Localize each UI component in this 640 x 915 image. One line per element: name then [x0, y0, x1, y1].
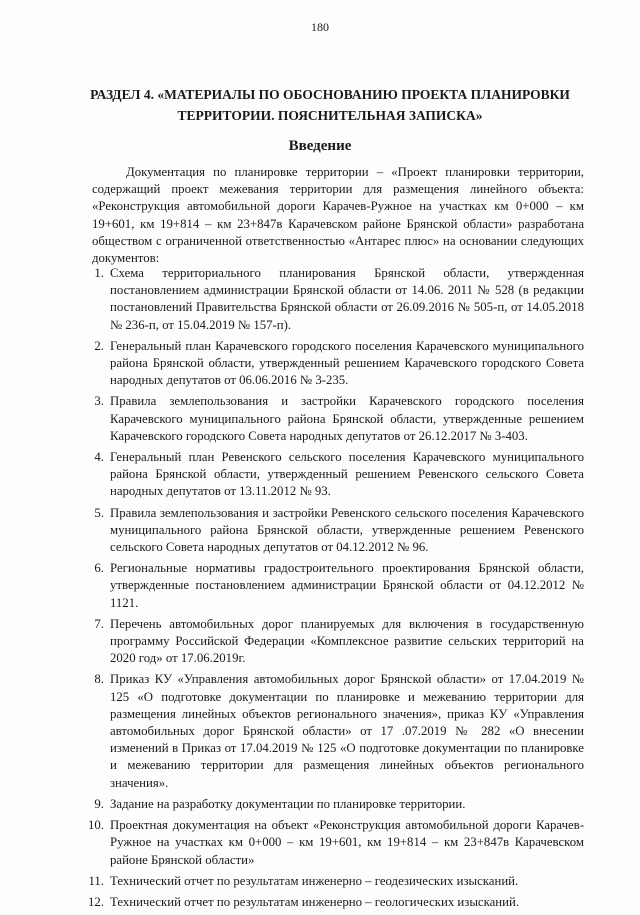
list-item-text: Технический отчет по результатам инженерно – геодезических изысканий.: [110, 873, 519, 888]
list-item: [76, 796, 584, 813]
intro-paragraph: Документация по планировке территории – «Проект планировки территории, содержащий проект межевания территории для размещения линейного объекта: «Реконструкция автомобильной дороги Карачев-Ружное на участках км 0+000 – км 19+601, км 19+814 – км 23+847в Карачевском районе Брянской области» разработана обществом с ограниченной ответственностью «Антарес плюс» на основании следующих документов:: [92, 165, 584, 266]
list-item-text: Технический отчет по результатам инженерно – геологических изысканий.: [110, 894, 520, 909]
list-item-number: 5.: [94, 505, 104, 520]
list-item: [76, 449, 584, 501]
list-item-text: Правила землепользования и застройки Карачевского городского поселения Карачевского муниципального района Брянской области, утвержденные решением Карачевского городского Совета народных депутатов от 26.12.2017 № 3-403.: [110, 394, 584, 443]
list-item-number: 3.: [94, 394, 104, 409]
list-item: [76, 616, 584, 668]
list-item-number: 2.: [94, 338, 104, 353]
list-item: [76, 817, 584, 869]
list-item-text: Правила землепользования и застройки Ревенского сельского поселения Карачевского муниципального района Брянской области, утвержденные решением Ревенского сельского Совета народных депутатов от 04.12.2012 № 96.: [110, 505, 584, 555]
document-list: [76, 265, 584, 915]
list-item: [76, 671, 584, 791]
list-item-text: Генеральный план Ревенского сельского поселения Карачевского муниципального района Брянской области, утвержденный решением Ревенского сельского Совета народных депутатов от 13.11.2012 № 93.: [110, 450, 584, 499]
list-item-number: 4.: [94, 450, 104, 465]
section-title: РАЗДЕЛ 4. «МАТЕРИАЛЫ ПО ОБОСНОВАНИЮ ПРОЕКТА ПЛАНИРОВКИ ТЕРРИТОРИИ. ПОЯСНИТЕЛЬНАЯ ЗАПИСКА»: [90, 87, 570, 123]
list-item-number: 7.: [94, 616, 104, 631]
list-item-number: 9.: [94, 796, 104, 811]
list-item-text: Задание на разработку документации по планировке территории.: [110, 796, 466, 811]
page-number: 180: [311, 20, 329, 34]
list-item: [76, 265, 584, 334]
list-item-text: Приказ КУ «Управления автомобильных дорог Брянской области» от 17.04.2019 № 125 «О подготовке документации по планировке и межеванию территории для размещения линейных объектов регионального значения», приказ КУ «Управления автомобильных дорог Брянской области» от 17 .07.2019 № 282 «О внесении изменений в Приказ от 17.04.2019 № 125 «О подготовке документации по планировке и межеванию территории для размещения линейных объектов регионального значения».: [110, 672, 584, 790]
list-item: [76, 393, 584, 445]
list-item-text: Перечень автомобильных дорог планируемых для включения в государственную программу Российской Федерации «Комплексное развитие сельских территорий на 2020 год» от 17.06.2019г.: [110, 616, 584, 666]
list-item-text: Генеральный план Карачевского городского поселения Карачевского муниципального района Брянской области, утвержденный решением Карачевского городского Совета народных депутатов от 06.06.2016 № 3-235.: [110, 338, 584, 388]
list-item: [76, 505, 584, 557]
list-item: [76, 338, 584, 390]
list-item: [76, 873, 584, 890]
list-item-text: Региональные нормативы градостроительного проектирования Брянской области, утвержденные постановлением администрации Брянской области от 04.12.2012 № 1121.: [110, 561, 584, 610]
list-item-number: 11.: [88, 873, 104, 888]
list-item: [76, 894, 584, 911]
intro-heading: Введение: [288, 138, 352, 154]
list-item-number: 12.: [88, 894, 104, 909]
list-item-number: 1.: [94, 266, 104, 280]
list-item-number: 6.: [94, 561, 104, 576]
list-item: [76, 560, 584, 612]
list-item-text: Схема территориального планирования Брянской области, утвержденная постановлением администрации Брянской области от 14.06. 2011 № 528 (в редакции постановлений Правительства Брянской области от 26.09.2016 № 505-п, от 14.05.2018 № 236-п, от 15.04.2019 № 157-п).: [110, 266, 584, 332]
list-item-number: 8.: [94, 672, 104, 687]
list-item-number: 10.: [88, 818, 104, 833]
list-item-text: Проектная документация на объект «Реконструкция автомобильной дороги Карачев-Ружное на участках км 0+000 – км 19+601, км 19+814 – км 23+847в Карачевском районе Брянской области»: [110, 818, 584, 867]
